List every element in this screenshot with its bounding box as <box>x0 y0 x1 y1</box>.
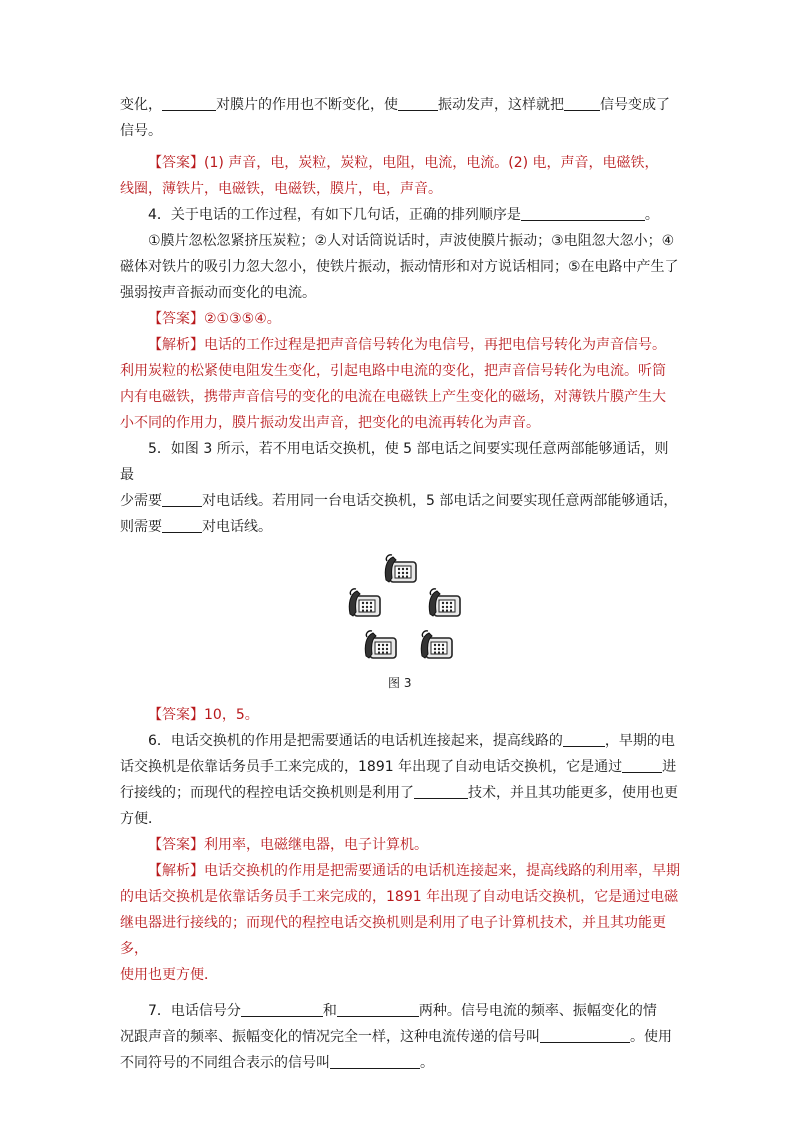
question-4-options-line3: 强弱按声音振动而变化的电流。 <box>120 285 316 301</box>
answer-blank[interactable] <box>241 1001 323 1017</box>
answer-3: 【答案】(1) 声音，电，炭粒，炭粒，电阻，电流，电流。(2) 电，声音，电磁铁， <box>148 155 659 171</box>
explanation-tag: 【解析】 <box>148 863 204 879</box>
telephone-icon <box>385 555 416 582</box>
question-6-line2: 话交换机是依靠话务员手工来完成的，1891 年出现了自动电话交换机，它是通过 进 <box>120 759 677 775</box>
answer-blank[interactable] <box>162 491 202 507</box>
answer-3-line2: 线圈，薄铁片，电磁铁，电磁铁，膜片，电，声音。 <box>120 181 442 197</box>
telephone-icon <box>349 589 380 616</box>
explanation-4-line3: 内有电磁铁，携带声音信号的变化的电流在电磁铁上产生变化的磁场，对薄铁片膜产生大 <box>120 389 666 405</box>
answer-blank[interactable] <box>521 205 645 221</box>
explanation-4-line4: 小不同的作用力，膜片振动发出声音，把变化的电流再转化为声音。 <box>120 415 540 431</box>
document-content <box>120 92 680 1076</box>
figure-3-telephones <box>120 548 680 696</box>
question-5-line2: 少需要 对电话线。若用同一台电话交换机，5 部电话之间要实现任意两部能够通话， <box>120 493 678 509</box>
answer-4: 【答案】②①③⑤④。 <box>148 311 281 327</box>
explanation-6-line3: 继电器进行接线的；而现代的程控电话交换机则是利用了电子计算机技术，并且其功能更多， <box>120 915 666 957</box>
question-7-line3: 不同符号的不同组合表示的信号叫 。 <box>120 1055 434 1071</box>
explanation-tag: 【解析】 <box>148 337 204 353</box>
question-5-line3: 则需要 对电话线。 <box>120 519 272 535</box>
answer-blank[interactable] <box>162 95 216 111</box>
telephone-icon <box>429 589 460 616</box>
question-3-tail-line1: 变化， 对膜片的作用也不断变化，使 振动发声，这样就把 信号变成了 <box>120 97 670 113</box>
explanation-6-line2: 的电话交换机是依靠话务员手工来完成的，1891 年出现了自动电话交换机，它是通过电磁 <box>120 889 679 905</box>
telephone-icon <box>365 631 396 658</box>
answer-tag: 【答案】 <box>148 837 204 853</box>
answer-5: 【答案】10，5。 <box>148 707 259 723</box>
answer-tag: 【答案】 <box>148 155 204 171</box>
explanation-6-line4: 使用也更方便． <box>120 967 218 983</box>
answer-blank[interactable] <box>622 757 662 773</box>
question-4-options-line2: 磁体对铁片的吸引力忽大忽小，使铁片振动，振动情形和对方说话相同；⑤在电路中产生了 <box>120 259 679 275</box>
question-5-line1: 5．如图 3 所示，若不用电话交换机，使 5 部电话之间要实现任意两部能够通话，则最 <box>120 441 669 483</box>
question-6-line4: 方便． <box>120 811 162 827</box>
answer-blank[interactable] <box>540 1027 630 1043</box>
telephones-diagram <box>120 548 680 672</box>
answer-blank[interactable] <box>398 95 438 111</box>
answer-blank[interactable] <box>330 1053 420 1069</box>
answer-tag: 【答案】 <box>148 311 204 327</box>
answer-blank[interactable] <box>337 1001 419 1017</box>
question-4-stem: 4．关于电话的工作过程，有如下几句话，正确的排列顺序是 。 <box>148 207 659 223</box>
question-6-line1: 6．电话交换机的作用是把需要通话的电话机连接起来，提高线路的 ，早期的电 <box>148 733 675 749</box>
question-7-line1: 7．电话信号分 和 两种。信号电流的频率、振幅变化的情 <box>148 1003 657 1019</box>
figure-caption: 图 3 <box>388 676 412 690</box>
explanation-4-line1: 【解析】电话的工作过程是把声音信号转化为电信号，再把电信号转化为声音信号。 <box>148 337 666 353</box>
answer-blank[interactable] <box>563 731 605 747</box>
explanation-4-line2: 利用炭粒的松紧使电阻发生变化，引起电路中电流的变化，把声音信号转化为电流。听筒 <box>120 363 666 379</box>
telephone-icon <box>421 631 452 658</box>
explanation-6-line1: 【解析】电话交换机的作用是把需要通话的电话机连接起来，提高线路的利用率，早期 <box>148 863 680 879</box>
answer-blank[interactable] <box>162 517 202 533</box>
question-6-line3: 行接线的；而现代的程控电话交换机则是利用了 技术，并且其功能更多，使用也更 <box>120 785 678 801</box>
question-3-tail-line2: 信号。 <box>120 123 162 139</box>
answer-blank[interactable] <box>564 95 600 111</box>
question-4-options-line1: ①膜片忽松忽紧挤压炭粒；②人对话筒说话时，声波使膜片振动；③电阻忽大忽小；④ <box>148 233 675 249</box>
answer-6: 【答案】利用率，电磁继电器，电子计算机。 <box>148 837 428 853</box>
question-7-line2: 况跟声音的频率、振幅变化的情况完全一样，这种电流传递的信号叫 。使用 <box>120 1029 672 1045</box>
answer-tag: 【答案】 <box>148 707 204 723</box>
answer-blank[interactable] <box>414 783 468 799</box>
